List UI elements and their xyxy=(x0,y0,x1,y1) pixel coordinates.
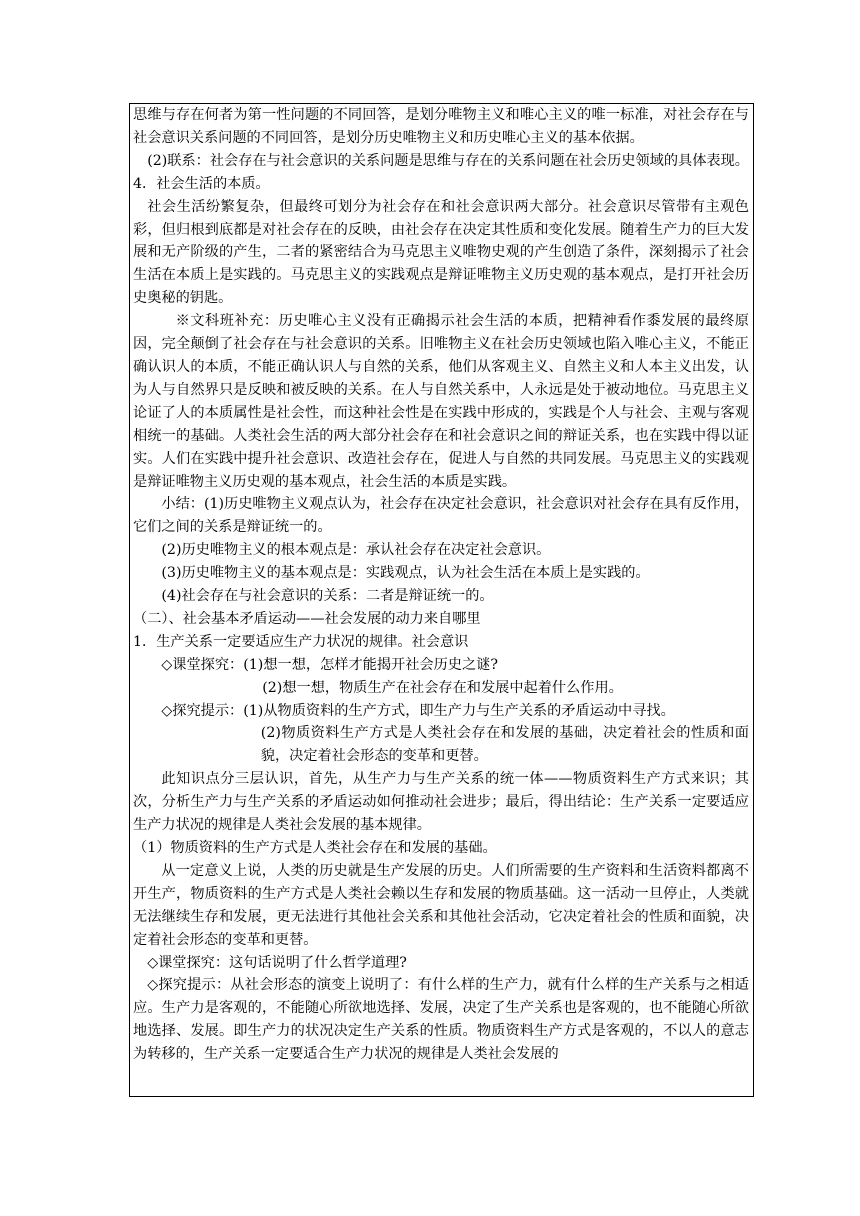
paragraph: ※文科班补充：历史唯心主义没有正确揭示社会生活的本质，把精神看作黍发展的最终原因，完全颠倒了社会存在与社会意识的关系。旧唯物主义在社会历史领域也陷入唯心主义，不能正确认识人的本质，不能正确认识人与自然的关系，他们从客观主义、自然主义和人本主义出发，认为人与自然界只是反映和被反映的关系。在人与自然关系中，人永远是处于被动地位。马克思主义论证了人的本质属性是社会性，而这种社会性是在实践中形成的，实践是个人与社会、主观与客观相统一的基础。人类社会生活的两大部分社会存在和社会意识之间的辩证关系，也在实践中得以证实。人们在实践中提升社会意识、改造社会存在，促进人与自然的共同发展。马克思主义的实践观是辩证唯物主义历史观的基本观点，社会生活的本质是实践。 xyxy=(133,313,749,490)
summary-item: (2)历史唯物主义的根本观点是：承认社会存在决定社会意识。 xyxy=(161,542,551,559)
paragraph: 思维与存在何者为第一性问题的不同回答，是划分唯物主义和唯心主义的唯一标准，对社会存在与社会意识关系问题的不同回答，是划分历史唯物主义和历史唯心主义的基本依据。 xyxy=(133,107,749,146)
summary-item: (4)社会存在与社会意识的关系：二者是辩证统一的。 xyxy=(161,588,494,605)
paragraph: 此知识点分三层认识，首先，从生产力与生产关系的统一体——物质资料生产方式来识；其次，分析生产力与生产关系的矛盾运动如何推动社会进步；最后，得出结论：生产关系一定要适应生产力状况的规律是人类社会发展的基本规律。 xyxy=(133,771,749,834)
document-body xyxy=(133,104,749,1066)
paragraph: 从一定意义上说，人类的历史就是生产发展的历史。人们所需要的生产资料和生活资料都离不开生产，物质资料的生产方式是人类社会赖以生存和发展的物质基础。这一活动一旦停止，人类就无法继续生存和发展，更无法进行其他社会关系和其他社会活动，它决定着社会的性质和面貌，决定着社会形态的变革和更替。 xyxy=(133,862,749,948)
section-heading: （1）物质资料的生产方式是人类社会存在和发展的基础。 xyxy=(133,840,497,856)
inquiry-line: ◇课堂探究：这句话说明了什么哲学道理? xyxy=(147,954,407,971)
inquiry-line: ◇课堂探究：(1)想一想，怎样才能揭开社会历史之谜? xyxy=(161,656,498,673)
hint-line: ◇探究提示：(1)从物质资料的生产方式，即生产力与生产关系的矛盾运动中寻找。 xyxy=(161,702,675,719)
inquiry-line: (2)想一想，物质生产在社会存在和发展中起着什么作用。 xyxy=(262,679,623,696)
summary-item: (3)历史唯物主义的基本观点是：实践观点，认为社会生活在本质上是实践的。 xyxy=(161,565,650,582)
hint-paragraph: ◇探究提示：从社会形态的演变上说明了：有什么样的生产力，就有什么样的生产关系与之相适应。生产力是客观的，不能随心所欲地选择、发展，决定了生产关系也是客观的，也不能随心所欲地选择、发展。即生产力的状况决定生产关系的性质。物质资料生产方式是客观的，不以人的意志为转移的，生产关系一定要适合生产力状况的规律是人类社会发展的 xyxy=(133,977,749,1063)
section-heading: 1．生产关系一定要适应生产力状况的规律。社会意识 xyxy=(133,633,469,650)
paragraph: (2)联系：社会存在与社会意识的关系问题是思维与存在的关系问题在社会历史领域的具体表现。 xyxy=(147,152,749,169)
paragraph: 社会生活纷繁复杂，但最终可划分为社会存在和社会意识两大部分。社会意识尽管带有主观色彩，但归根到底都是对社会存在的反映，由社会存在决定其性质和变化发展。随着生产力的巨大发展和无产阶级的产生，二者的紧密结合为马克思主义唯物史观的产生创造了条件，深刻揭示了社会生活在本质上是实践的。马克思主义的实践观点是辩证唯物主义历史观的基本观点，是打开社会历史奥秘的钥匙。 xyxy=(133,198,749,307)
summary-paragraph: 小结：(1)历史唯物主义观点认为，社会存在决定社会意识，社会意识对社会存在具有反作用，它们之间的关系是辩证统一的。 xyxy=(133,496,749,536)
hint-line: (2)物质资料生产方式是人类社会存在和发展的基础，决定着社会的性质和面貌，决定着社会形态的变革和更替。 xyxy=(260,725,749,765)
section-heading: 4．社会生活的本质。 xyxy=(133,175,270,192)
section-heading: （二）、社会基本矛盾运动——社会发展的动力来自哪里 xyxy=(133,610,481,627)
